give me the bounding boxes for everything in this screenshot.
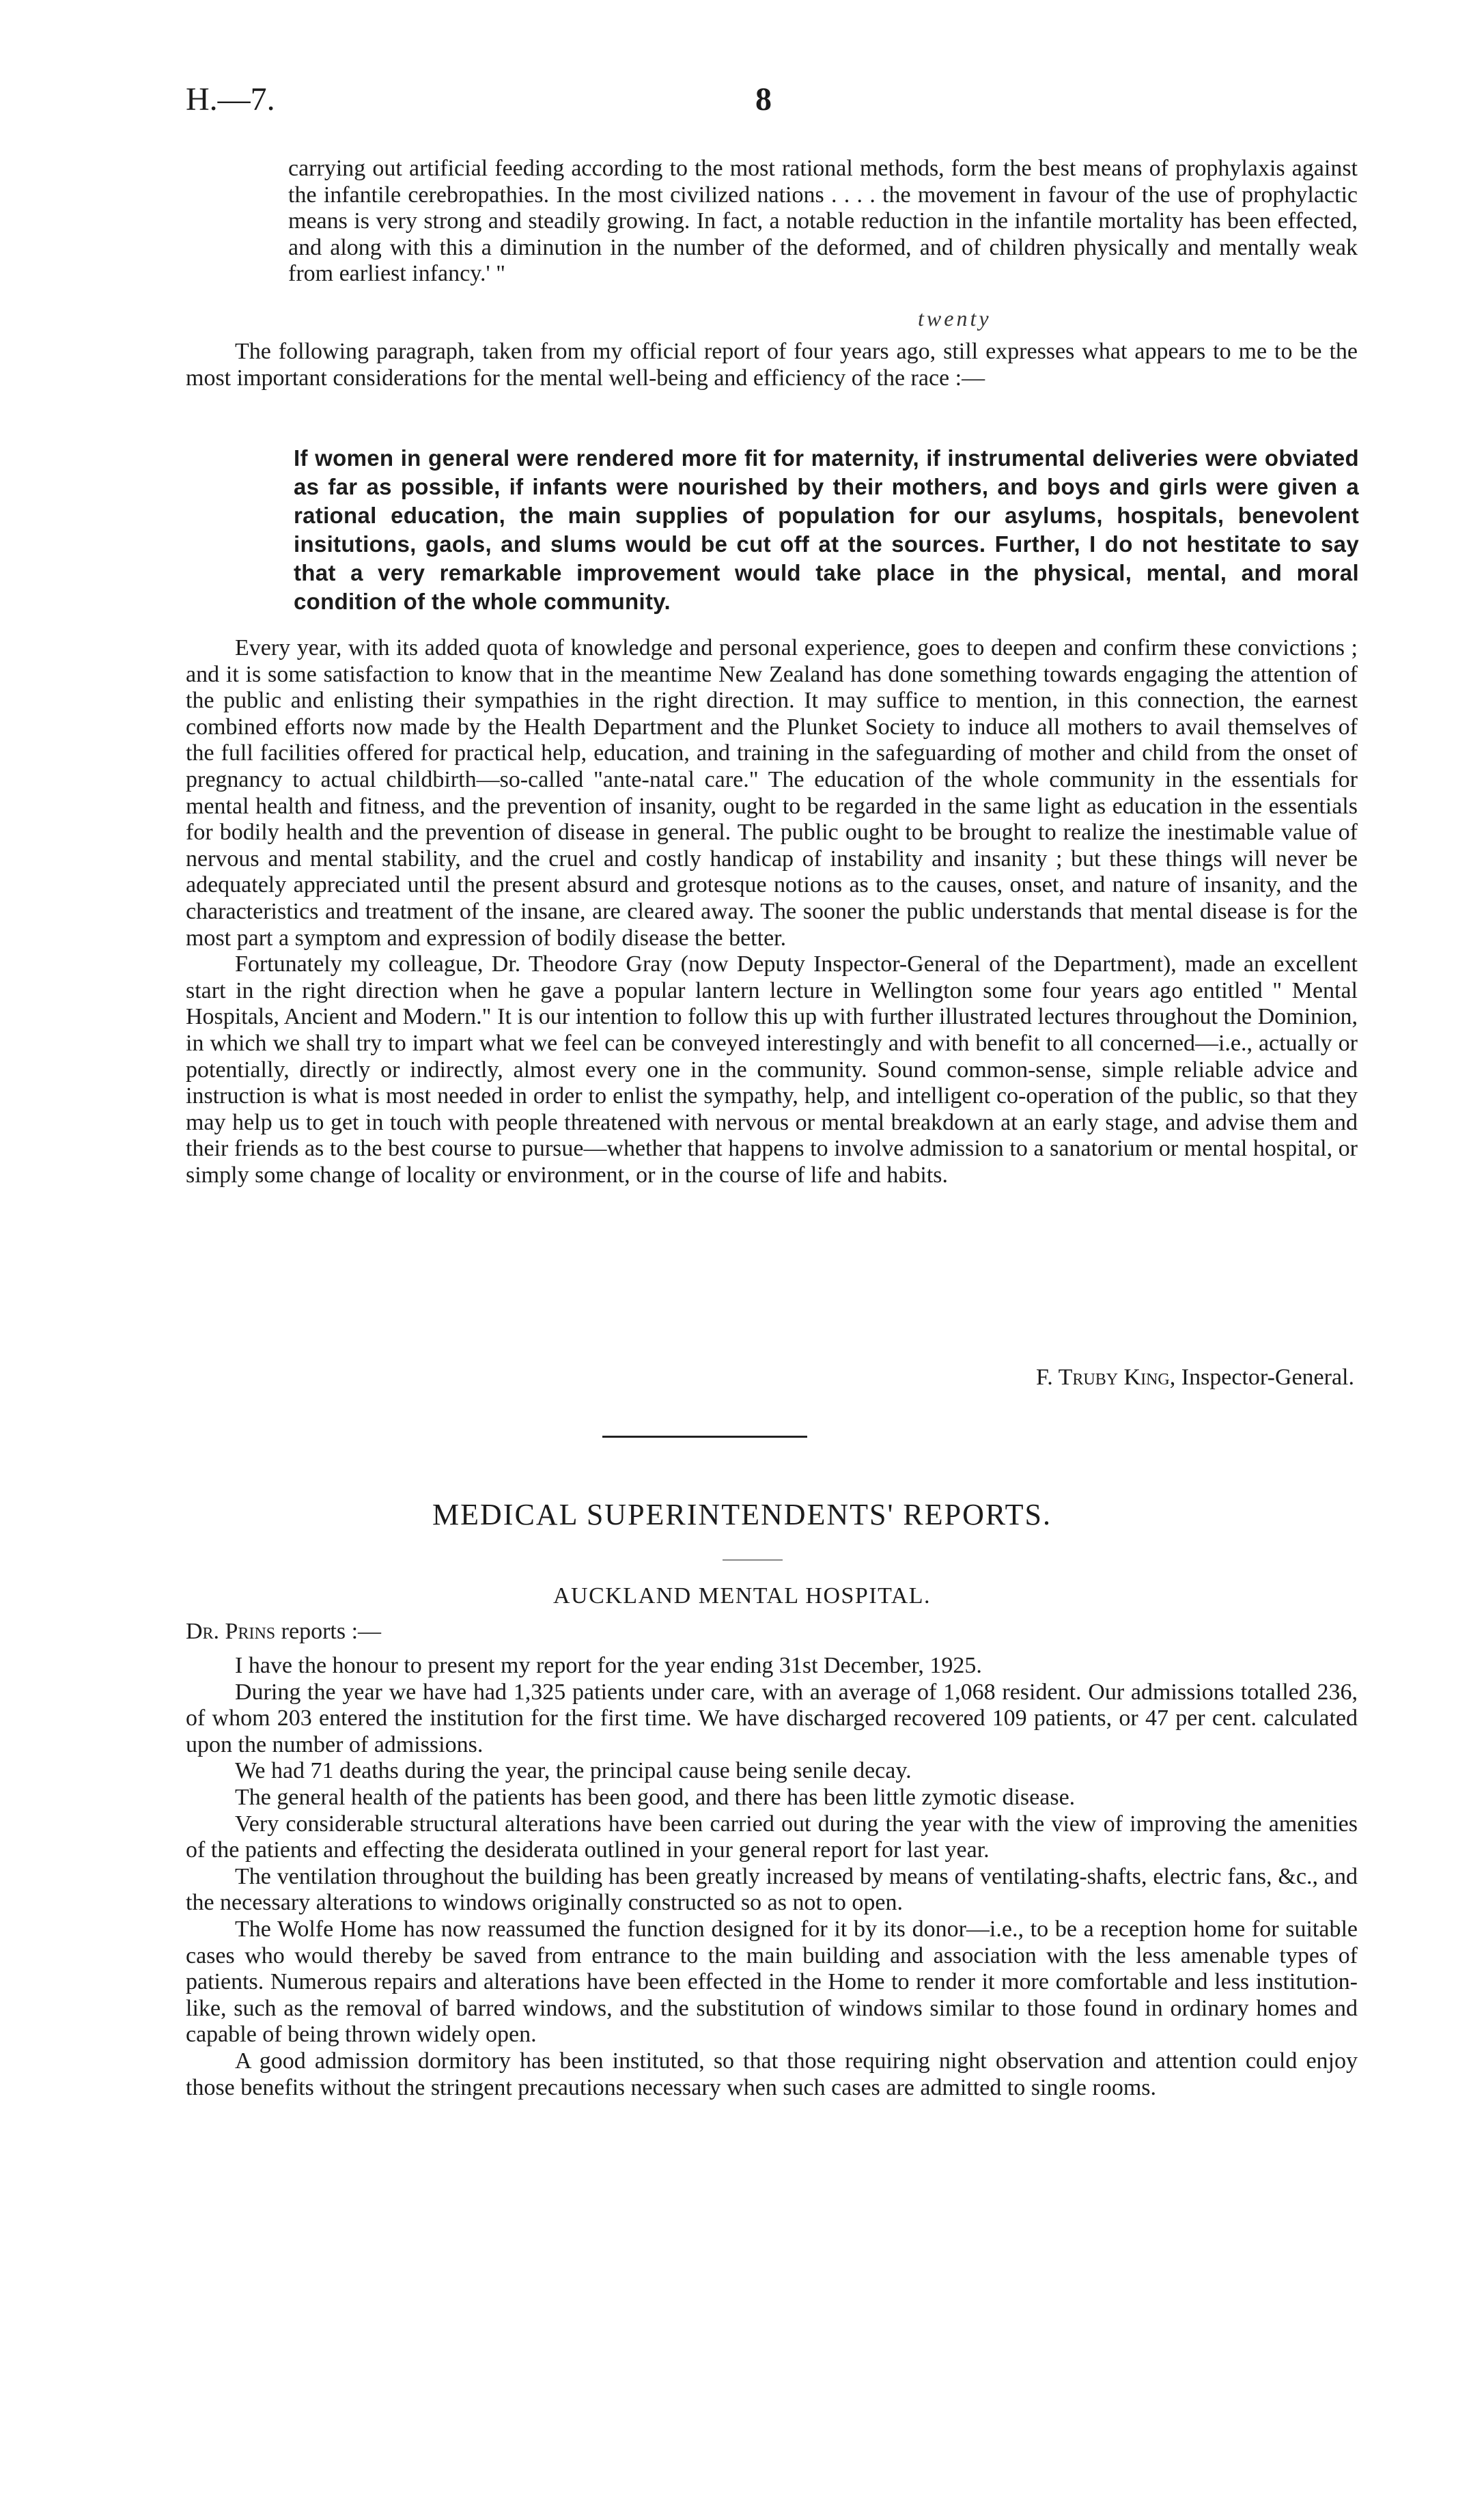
report-reference: H.—7.	[186, 81, 275, 117]
report-paragraph-2: During the year we have had 1,325 patients under care, with an average of 1,068 resident. Our admissions totalled 236, of whom 203 entered the institution for the first time. We have discharged recovered 109 patients, or 47 per cent. calculated upon the number of admissions.	[186, 1679, 1358, 1757]
section-title: MEDICAL SUPERINTENDENTS' REPORTS.	[432, 1498, 1052, 1531]
bold-quote-text: If women in general were rendered more fit for maternity, if instrumental deliveries were obviated as far as possible, if infants were nourished by their mothers, and boys and girls were given a rational education, the main supplies of population for our asylums, hospitals, benevolent insitutions, gaols, and slums would be cut off at the sources. Further, I do not hestitate to say that a very remarkable improvement would take place in the physical, mental, and moral condition of the whole community.	[294, 445, 1359, 614]
signature-line	[1036, 1365, 1354, 1391]
reporter-suffix: reports :—	[275, 1619, 382, 1644]
report-paragraph-4: The general health of the patients has been good, and there has been little zymotic disease.	[235, 1784, 1076, 1810]
handwritten-note: twenty	[918, 306, 992, 331]
report-paragraph-3: We had 71 deaths during the year, the principal cause being senile decay.	[235, 1758, 912, 1784]
subsection-title: AUCKLAND MENTAL HOSPITAL.	[552, 1583, 932, 1608]
signature-title: , Inspector-General.	[1169, 1365, 1354, 1390]
report-paragraph-7: The Wolfe Home has now reassumed the function designed for it by its donor—i.e., to be a reception home for suitable cases who would thereby be saved from entrance to the main building and association with the less amenable types of patients. Numerous repairs and alterations have been effected in the Home to render it more comfortable and less institution-like, such as the removal of barred windows, and the substitution of windows similar to those found in ordinary homes and capable of being thrown widely open.	[186, 1916, 1358, 2048]
subsection-divider	[723, 1559, 783, 1561]
main-body	[186, 635, 1358, 1188]
intro-section	[186, 339, 1358, 391]
report-paragraph-1: I have the honour to present my report for the year ending 31st December, 1925.	[235, 1653, 982, 1678]
reporter-name: Dr. Prins	[186, 1619, 276, 1644]
reporter-line	[186, 1619, 1358, 1645]
body-paragraph-2: Fortunately my colleague, Dr. Theodore Gray (now Deputy Inspector-General of the Department), made an excellent start in the right direction when he gave a popular lantern lecture in Wellington some four years ago entitled " Mental Hospitals, Ancient and Modern." It is our intention to follow this up with further illustrated lectures throughout the Dominion, in which we shall try to impart what we feel can be conveyed interestingly and with benefit to all concerned—i.e., actually or potentially, directly or indirectly, almost every one in the community. Sound common-sense, simple reliable advice and instruction is what is most needed in order to enlist the sympathy, help, and intelligent co-operation of the public, so that they may help us to get in touch with people threatened with nervous or mental breakdown at an early stage, and advise them and their friends as to the best course to pursue—whether that happens to involve admission to a sanatorium or mental hospital, or simply some change of locality or environment, or in the course of life and habits.	[186, 951, 1358, 1188]
report-body	[186, 1653, 1358, 2101]
report-paragraph-8: A good admission dormitory has been instituted, so that those requiring night observation and attention could enjoy those benefits without the stringent precautions necessary when such cases are admitted to single rooms.	[186, 2048, 1358, 2100]
report-paragraph-6: The ventilation throughout the building has been greatly increased by means of ventilating-shafts, electric fans, &c., and the necessary alterations to windows originally constructed so as not to open.	[186, 1863, 1358, 1916]
quote-continuation-text: carrying out artificial feeding according to the most rational methods, form the best means of prophylaxis against the infantile cerebropathies. In the most civilized nations . . . . the movement in favour of the use of prophylactic means is very strong and steadily growing. In fact, a notable reduction in the infantile mortality has been effected, and along with this a diminution in the number of the deformed, and of children physically and mentally weak from earliest infancy.' "	[288, 156, 1358, 287]
body-paragraph-1: Every year, with its added quota of knowledge and personal experience, goes to deepen and confirm these convictions ; and it is some satisfaction to know that in the meantime New Zealand has done something towards engaging the attention of the public and enlisting their sympathies in the right direction. It may suffice to mention, in this connection, the earnest combined efforts now made by the Health Department and the Plunket Society to induce all mothers to avail themselves of the full facilities offered for practical help, education, and training in the safeguarding of mother and child from the onset of pregnancy to actual childbirth—so-called "ante-natal care." The education of the whole community in the essentials for mental health and fitness, and the prevention of insanity, ought to be regarded in the same light as education in the essentials for bodily health and the prevention of disease in general. The public ought to be brought to realize the inestimable value of nervous and mental stability, and the cruel and costly handicap of instability and insanity ; but these things will never be adequately appreciated until the present absurd and grotesque notions as to the causes, onset, and nature of insanity, and the characteristics and treatment of the insane, are cleared away. The sooner the public understands that mental disease is for the most part a symptom and expression of bodily disease the better.	[186, 635, 1358, 951]
quote-continuation	[288, 156, 1358, 288]
report-paragraph-5: Very considerable structural alterations have been carried out during the year with the view of improving the amenities of the patients and effecting the desiderata outlined in your general report for last year.	[186, 1811, 1358, 1863]
intro-paragraph: The following paragraph, taken from my official report of four years ago, still expresses what appears to me to be the most important considerations for the mental well-being and efficiency of the race :—	[186, 339, 1358, 391]
signature-name: F. Truby King	[1036, 1365, 1170, 1390]
section-divider	[602, 1436, 807, 1438]
bold-quote-block	[294, 444, 1359, 616]
page-number: 8	[755, 81, 772, 117]
